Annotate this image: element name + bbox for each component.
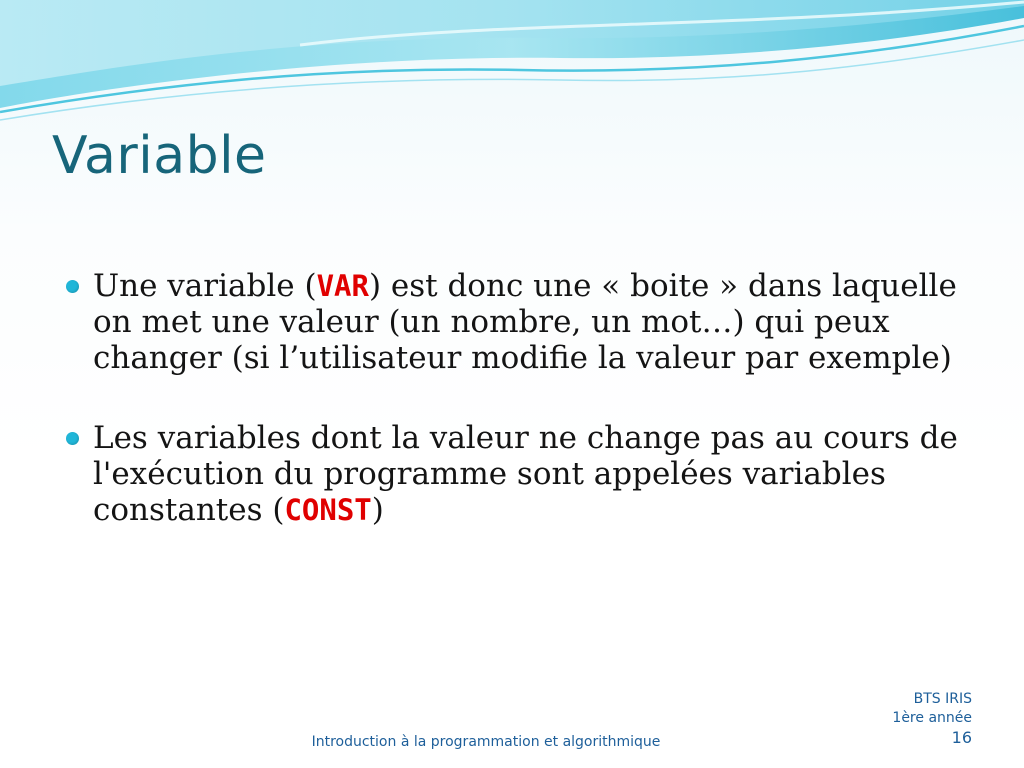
footer-course-text: Introduction à la programmation et algorithmique [311,734,661,750]
bullet-item [62,268,962,376]
bullet-icon [66,280,79,293]
bullet-text-before: Une variable ( [93,268,317,304]
footer-class-line1: BTS IRIS [913,691,972,707]
code-keyword-var: VAR [316,269,369,303]
header-wave-decoration [0,0,1024,125]
code-keyword-const: CONST [284,493,372,527]
footer-course-title [0,734,972,750]
bullet-item [62,420,962,528]
footer-class-line2: 1ère année [892,710,972,726]
footer-class-info [892,690,972,747]
page-number: 16 [951,728,972,747]
bullet-text-before: Les variables dont la valeur ne change pas au cours de l'exécution du programme sont appelées variables constantes ( [93,420,958,528]
bullet-icon [66,432,79,445]
bullet-list [62,268,962,572]
bullet-text-after: ) [371,492,384,528]
slide-title: Variable [52,126,267,186]
bullet-text-after: ) est donc une « boite » dans laquelle on met une valeur (un nombre, un mot…) qui peux changer (si l’utilisateur modifie la valeur par exemple) [93,268,957,376]
